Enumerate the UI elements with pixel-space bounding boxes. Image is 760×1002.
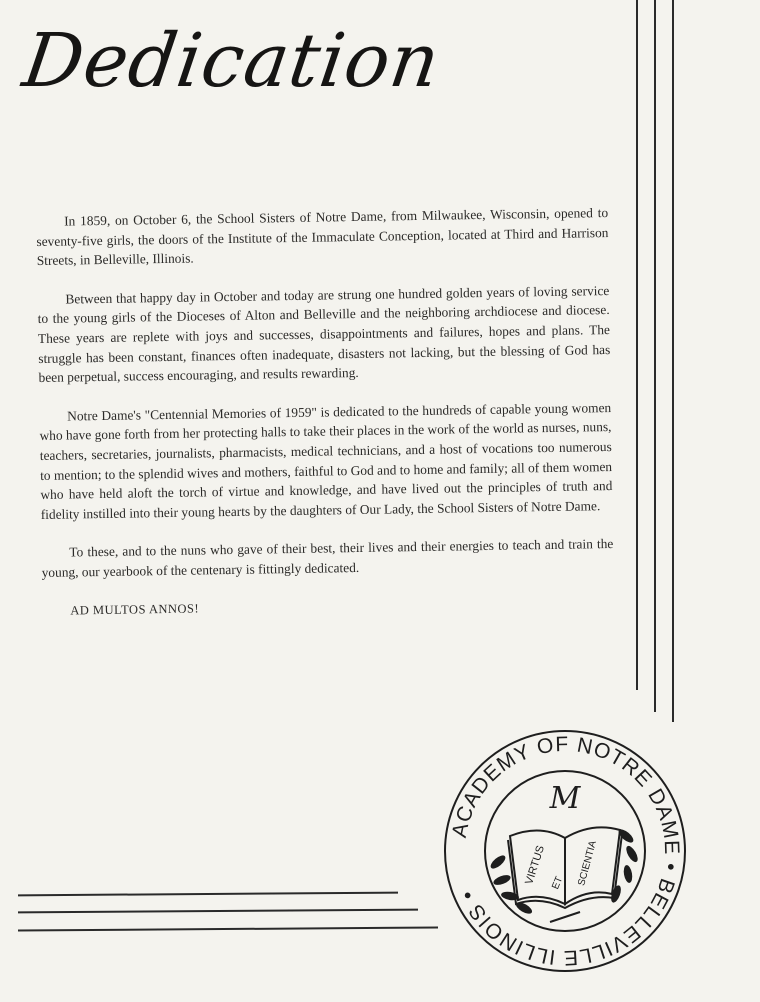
paragraph: Notre Dame's "Centennial Memories of 1959" is dedicated to the hundreds of capable young women who have gone forth from her protecting halls to take their places in the work of the world as nurses, nuns, teachers, secretaries, journalists, pharmacists, medical technicians, and a host of vocations too numerous to mention; to the splendid wives and mothers, faithful to God and to home and family; all of them women who have held aloft the torch of virtue and knowledge, and have lived out the principles of truth and fidelity instilled into their young hearts by the daughters of Our Lady, the School Sisters of Notre Dame. [39, 399, 613, 522]
paragraph: Between that happy day in October and today are strung one hundred golden years of loving service to the young girls of the Dioceses of Alton and Belleville and the neighboring archdiocese and diocese. These years are replete with joys and successes, disappointments and failures, hopes and plans. The struggle has been constant, finances often inadequate, disasters not lacking, but the blessing of God has been perpetual, success encouraging, and results rewarding. [37, 282, 611, 386]
vertical-rule [636, 0, 638, 690]
paragraph: In 1859, on October 6, the School Sisters of Notre Dame, from Milwaukee, Wisconsin, opened to seventy-five girls, the doors of the Institute of the Immaculate Conception, located at Third and Harrison Streets, in Belleville, Illinois. [36, 205, 609, 269]
book-left-text: VIRTUS [523, 844, 548, 887]
horizontal-rule [18, 927, 438, 932]
horizontal-rule [18, 892, 398, 897]
stem-icon [550, 912, 580, 922]
academy-seal [440, 726, 690, 976]
book-middle-text: ET [550, 875, 566, 892]
dedication-text [36, 203, 615, 640]
page-title: Dedication [17, 18, 446, 104]
book-right-text: SCIENTIA [576, 839, 599, 888]
vertical-rule [672, 0, 674, 722]
seal-ring-text: ACADEMY OF NOTRE DAME • BELLEVILLE ILLINOIS • [447, 732, 684, 970]
closing-line: AD MULTOS ANNOS! [70, 600, 200, 618]
monogram-icon: M [549, 781, 581, 816]
open-book-icon [508, 827, 622, 908]
paragraph: To these, and to the nuns who gave of their best, their lives and their energies to teach and train the young, our yearbook of the centenary is fittingly dedicated. [41, 536, 614, 580]
horizontal-rule [18, 909, 418, 914]
vertical-rule [654, 0, 656, 712]
